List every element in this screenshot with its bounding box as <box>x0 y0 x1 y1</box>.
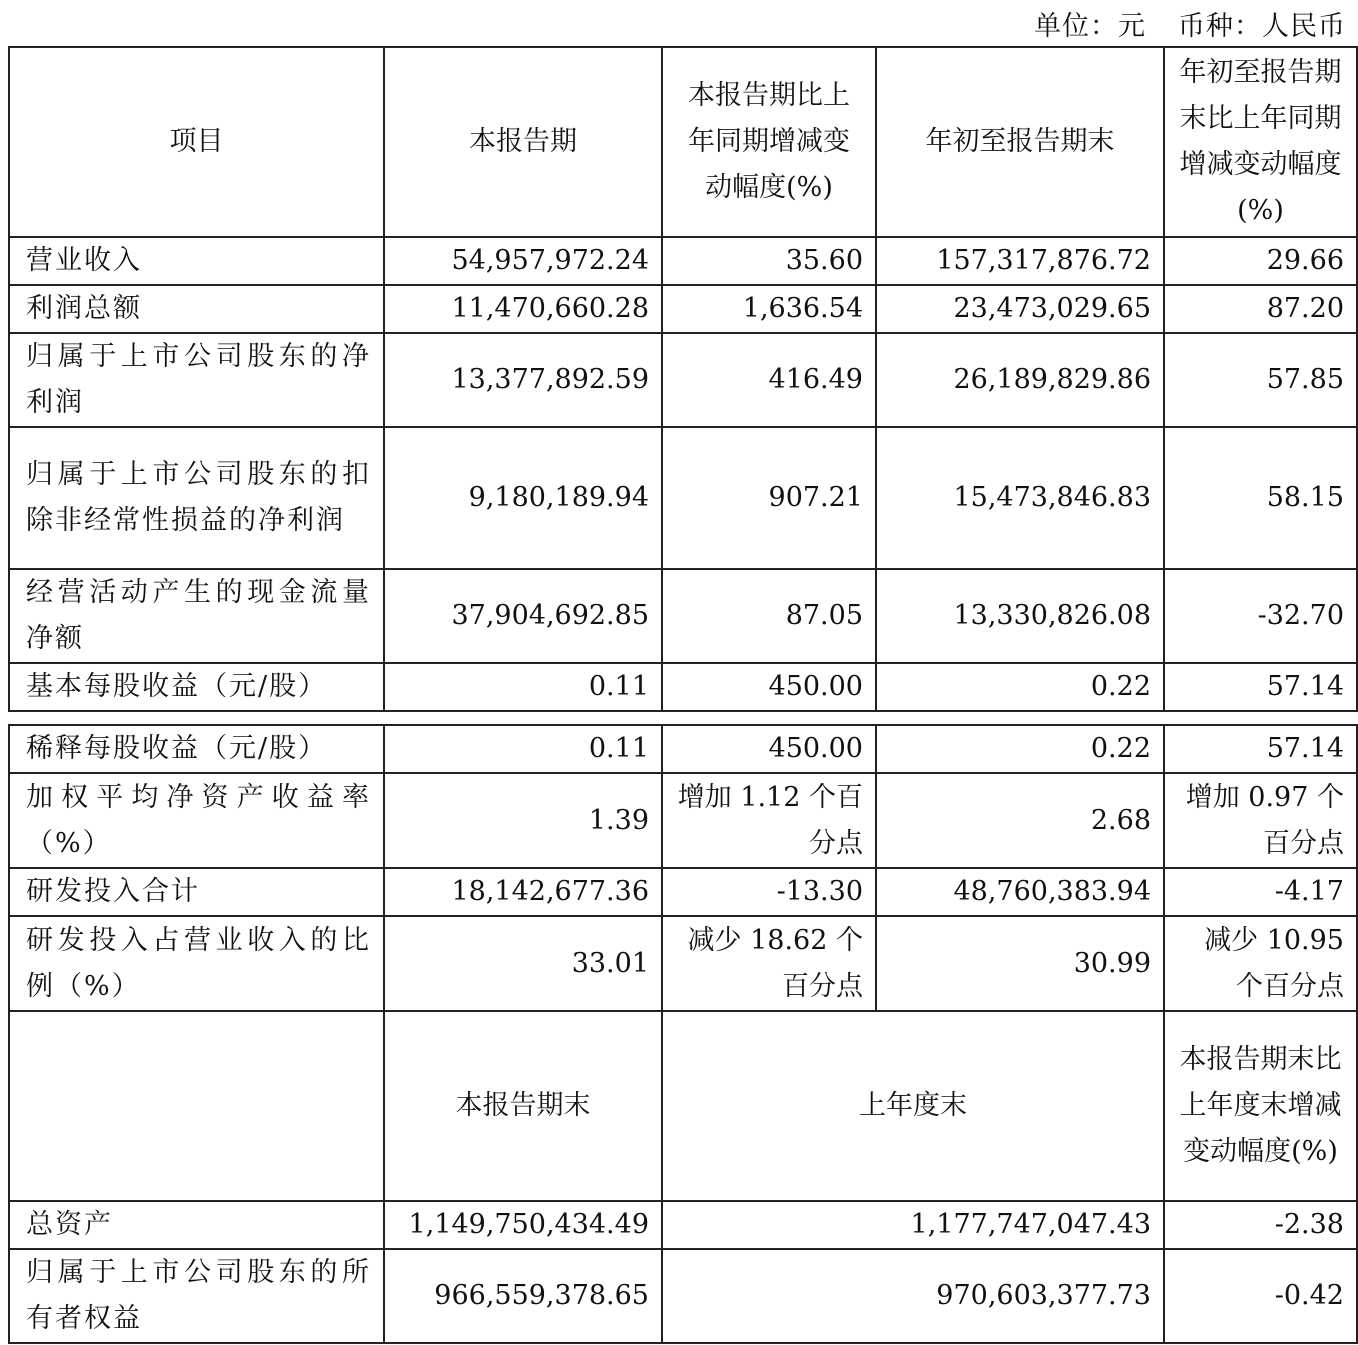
row-label: 归属于上市公司股东的净利润 <box>9 333 384 427</box>
cell-value: 966,559,378.65 <box>384 1249 662 1343</box>
sub-header-period-end: 本报告期末 <box>384 1011 662 1201</box>
cell-value: 87.20 <box>1164 285 1357 333</box>
table-row <box>9 916 1357 1011</box>
cell-value: -32.70 <box>1164 569 1357 663</box>
cell-value: 0.22 <box>876 725 1164 773</box>
cell-value: 33.01 <box>384 916 662 1011</box>
row-label: 归属于上市公司股东的扣除非经常性损益的净利润 <box>9 427 384 569</box>
cell-value: 87.05 <box>662 569 876 663</box>
cell-value: 0.22 <box>876 663 1164 711</box>
cell-value: 58.15 <box>1164 427 1357 569</box>
cell-value: 37,904,692.85 <box>384 569 662 663</box>
row-label: 归属于上市公司股东的所有者权益 <box>9 1249 384 1343</box>
cell-value: -2.38 <box>1164 1201 1357 1249</box>
sub-header-item <box>9 1011 384 1201</box>
cell-value: 450.00 <box>662 663 876 711</box>
table-row <box>9 333 1357 427</box>
row-label: 利润总额 <box>9 285 384 333</box>
cell-value: 减少 10.95 个百分点 <box>1164 916 1357 1011</box>
row-label: 研发投入合计 <box>9 868 384 916</box>
row-label: 研发投入占营业收入的比例（%） <box>9 916 384 1011</box>
cell-value: 416.49 <box>662 333 876 427</box>
cell-value: 13,330,826.08 <box>876 569 1164 663</box>
header-current-period: 本报告期 <box>384 47 662 237</box>
table-row <box>9 427 1357 569</box>
cell-value: 157,317,876.72 <box>876 237 1164 285</box>
cell-value: 0.11 <box>384 663 662 711</box>
cell-value: 48,760,383.94 <box>876 868 1164 916</box>
cell-value: 1,636.54 <box>662 285 876 333</box>
cell-value: 54,957,972.24 <box>384 237 662 285</box>
table-row <box>9 725 1357 773</box>
cell-value: -0.42 <box>1164 1249 1357 1343</box>
cell-value: 57.85 <box>1164 333 1357 427</box>
table-row <box>9 285 1357 333</box>
cell-value: 1,177,747,047.43 <box>662 1201 1164 1249</box>
cell-value: 15,473,846.83 <box>876 427 1164 569</box>
row-label: 营业收入 <box>9 237 384 285</box>
cell-value: 增加 1.12 个百分点 <box>662 773 876 868</box>
header-ytd-change: 年初至报告期末比上年同期增减变动幅度(%) <box>1164 47 1357 237</box>
row-label: 加权平均净资产收益率（%） <box>9 773 384 868</box>
cell-value: 18,142,677.36 <box>384 868 662 916</box>
table-row <box>9 1249 1357 1343</box>
header-current-change: 本报告期比上年同期增减变动幅度(%) <box>662 47 876 237</box>
header-ytd: 年初至报告期末 <box>876 47 1164 237</box>
sub-header-prior-year-end: 上年度末 <box>662 1011 1164 1201</box>
cell-value: 970,603,377.73 <box>662 1249 1164 1343</box>
table-row <box>9 773 1357 868</box>
table-row <box>9 868 1357 916</box>
row-label: 基本每股收益（元/股） <box>9 663 384 711</box>
row-label: 经营活动产生的现金流量净额 <box>9 569 384 663</box>
row-label: 稀释每股收益（元/股） <box>9 725 384 773</box>
cell-value: 35.60 <box>662 237 876 285</box>
table-row <box>9 237 1357 285</box>
sub-header-change: 本报告期末比上年度末增减变动幅度(%) <box>1164 1011 1357 1201</box>
cell-value: 26,189,829.86 <box>876 333 1164 427</box>
cell-value: 450.00 <box>662 725 876 773</box>
table-header-row <box>9 47 1357 237</box>
table-row <box>9 569 1357 663</box>
cell-value: 1,149,750,434.49 <box>384 1201 662 1249</box>
unit-currency-line <box>1002 4 1346 43</box>
cell-value: 907.21 <box>662 427 876 569</box>
cell-value: 30.99 <box>876 916 1164 1011</box>
cell-value: 2.68 <box>876 773 1164 868</box>
cell-value: 57.14 <box>1164 725 1357 773</box>
currency-label: 币种：人民币 <box>1178 11 1346 42</box>
unit-label: 单位：元 <box>1034 11 1146 42</box>
row-label: 总资产 <box>9 1201 384 1249</box>
table-sub-header-row <box>9 1011 1357 1201</box>
cell-value: -13.30 <box>662 868 876 916</box>
header-item: 项目 <box>9 47 384 237</box>
financial-table-part-2 <box>8 724 1358 1344</box>
table-row <box>9 1201 1357 1249</box>
cell-value: 11,470,660.28 <box>384 285 662 333</box>
cell-value: 1.39 <box>384 773 662 868</box>
cell-value: 29.66 <box>1164 237 1357 285</box>
financial-table-part-1 <box>8 46 1358 712</box>
cell-value: 23,473,029.65 <box>876 285 1164 333</box>
table-row <box>9 663 1357 711</box>
cell-value: 57.14 <box>1164 663 1357 711</box>
cell-value: 9,180,189.94 <box>384 427 662 569</box>
cell-value: 增加 0.97 个百分点 <box>1164 773 1357 868</box>
cell-value: 13,377,892.59 <box>384 333 662 427</box>
cell-value: 0.11 <box>384 725 662 773</box>
cell-value: -4.17 <box>1164 868 1357 916</box>
cell-value: 减少 18.62 个百分点 <box>662 916 876 1011</box>
